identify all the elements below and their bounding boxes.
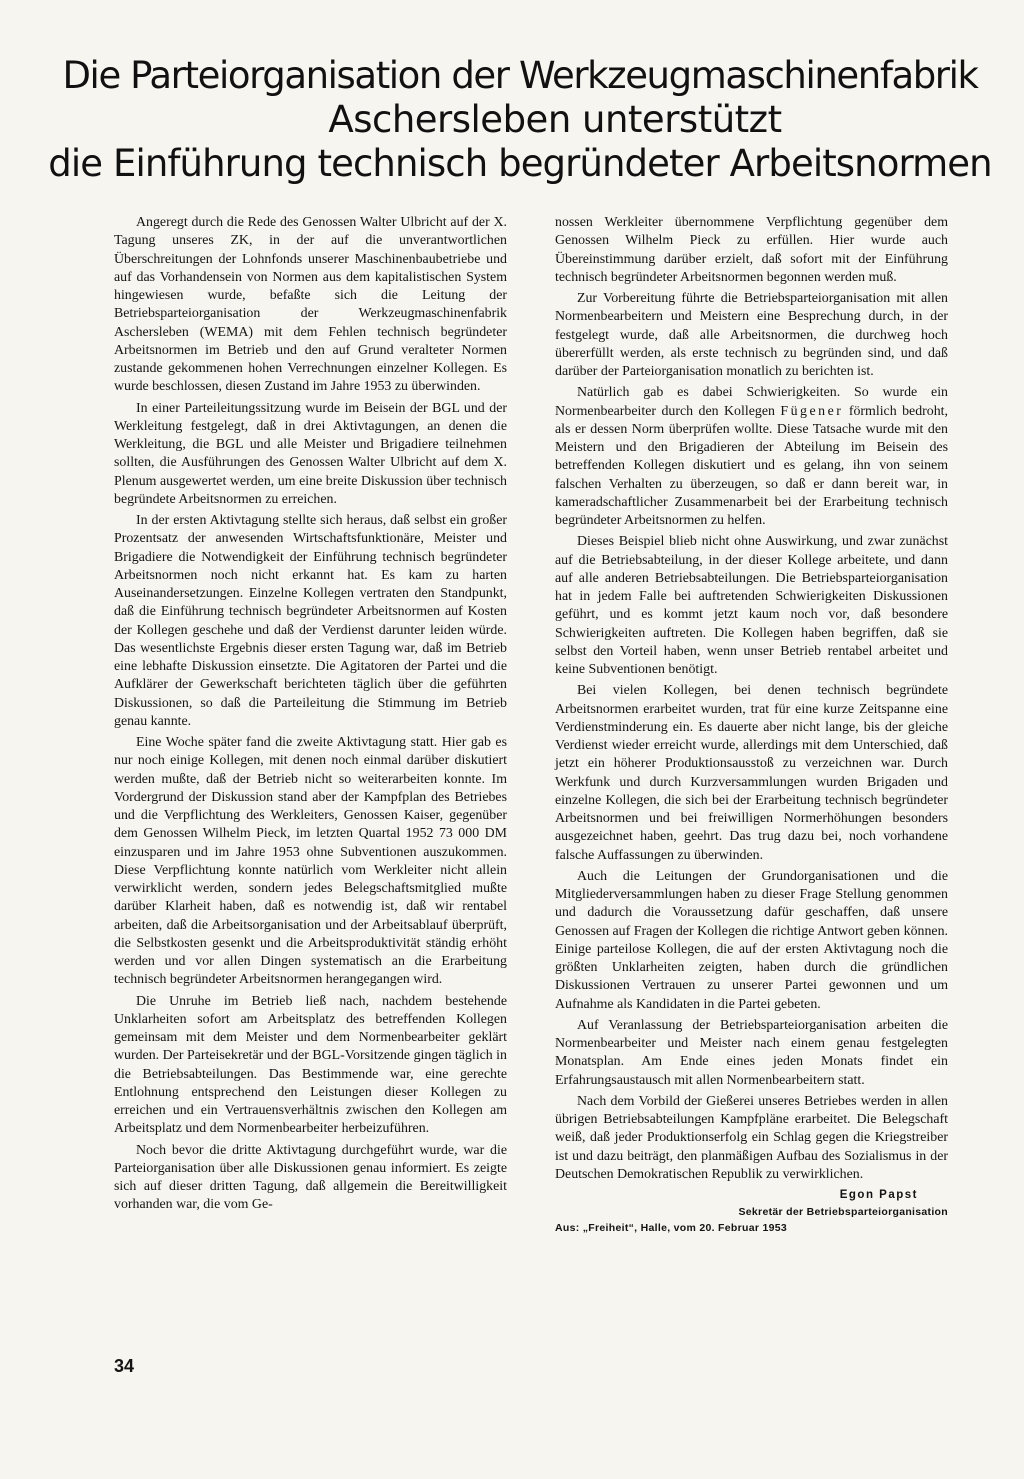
paragraph: Eine Woche später fand die zweite Aktivtagung statt. Hier gab es nur noch einige Kollegen, mit denen noch einmal darüber diskutiert werden mußte, daß der Betrieb nicht so weiterarbeiten konnte. Im Vordergrund der Diskussion stand aber der Kampfplan des Betriebes und die Verpflichtung des Werkleiters, Genossen Kaiser, gegenüber dem Genossen Wilhelm Pieck, im letzten Quartal 1952 73 000 DM einzusparen und im Jahre 1953 ohne Subventionen auszukommen. Diese Verpflichtung konnte natürlich vom Werkleiter nicht allein verwirklicht werden, sondern jedes Belegschaftsmitglied mußte darüber Klarheit haben, daß es notwendig ist, daß wir rentabel arbeiten, daß die Arbeitsorganisation und der Arbeitsablauf überprüft, die Selbstkosten gesenkt und die Arbeitsproduktivität ständig erhöht werden und vor allen Dingen systematisch an die Erarbeitung technisch begründeter Arbeitsnormen herangegangen wird.	[114, 735, 507, 988]
paragraph: Auf Veranlassung der Betriebsparteiorganisation arbeiten die Normenbearbeiter und Meister nach einem genau festgelegten Monatsplan. Am Ende eines jeden Monats findet ein Erfahrungsaustausch mit allen Normenbearbeitern statt.	[555, 1017, 948, 1088]
paragraph: Bei vielen Kollegen, bei denen technisch begründete Arbeitsnormen erarbeitet wurden, trat für eine kurze Zeitspanne eine Verdienstminderung ein. Es dauerte aber nicht lange, bis der gleiche Verdienst wieder erreicht wurde, allerdings mit dem Unterschied, daß jetzt ein höherer Produktionsausstoß zu verzeichnen war. Durch Werkfunk und durch Kurzversammlungen wurden Brigaden und einzelne Kollegen, die sich bei der Erarbeitung technisch begründeter Arbeitsnormen und bei freiwilligen Normerhöhungen besonders ausgezeichnet haben, geehrt. Das trug dazu bei, noch vorhandene falsche Auffassungen zu überwinden.	[555, 683, 948, 863]
headline-line-1: Die Parteiorganisation der Werkzeugmaschinenfabrik	[62, 54, 978, 97]
article-headline	[40, 54, 1000, 186]
headline-line-2: Aschersleben unterstützt	[328, 98, 782, 141]
paragraph: Dieses Beispiel blieb nicht ohne Auswirkung, und zwar zunächst auf die Betriebsabteilung, in der dieser Kollege arbeitete, und dann auf alle anderen Betriebsabteilungen. Die Betriebsparteiorganisation hat in jedem Falle bei auftretenden Schwierigkeiten Diskussionen geführt, und es kommt jetzt kaum noch vor, daß besondere Schwierigkeiten auftreten. Die Kollegen haben begriffen, daß sie selbst den Vorteil haben, wenn unser Betrieb rentabel arbeitet und keine Subventionen benötigt.	[555, 534, 948, 677]
paragraph: Auch die Leitungen der Grundorganisationen und die Mitgliederversammlungen haben zu dieser Frage Stellung genommen und dadurch die Voraussetzung dafür geschaffen, daß unsere Genossen auf Fragen der Kollegen die richtige Antwort geben können. Einige parteilose Kollegen, die auf der ersten Aktivtagung noch die größten Unklarheiten zeigten, haben durch die gründlichen Diskussionen Vertrauen zu unserer Partei gewonnen und um Aufnahme als Kandidaten in die Partei gebeten.	[555, 868, 948, 1012]
right-column	[555, 214, 948, 1236]
paragraph: In einer Parteileitungssitzung wurde im Beisein der BGL und der Werkleitung festgelegt, daß in drei Aktivtagungen, an denen die Werkleitung, die BGL und alle Meister und Brigadiere teilnehmen sollten, die Ausführungen des Genossen Walter Ulbricht auf dem X. Plenum ausgewertet werden, um eine breite Diskussion über technisch begründete Arbeitsnormen zu erreichen.	[114, 400, 507, 507]
paragraph: Angeregt durch die Rede des Genossen Walter Ulbricht auf der X. Tagung unseres ZK, in der auf die unverantwortlichen Überschreitungen der Lohnfonds unserer Maschinenbaubetriebe und auf das Vorhandensein von Normen aus dem kapitalistischen System hingewiesen wurde, befaßte sich die Leitung der Betriebsparteiorganisation der Werkzeugmaschinenfabrik Aschersleben (WEMA) mit dem Fehlen technisch begründeter Arbeitsnormen im Betrieb und den auf Grund veralteter Normen zustande gekommenen hohen Verrechnungen einzelner Kollegen. Es wurde beschlossen, diesen Zustand im Jahre 1953 zu überwinden.	[114, 215, 507, 395]
page-number: 34	[114, 1356, 135, 1376]
paragraph-text: Natürlich gab es dabei Schwierigkeiten. So wurde ein Normenbearbeiter durch den Kollegen	[555, 385, 948, 419]
paragraph: Die Unruhe im Betrieb ließ nach, nachdem bestehende Unklarheiten sofort am Arbeitsplatz des betreffenden Kollegen gemeinsam mit dem Meister und dem Normenbearbeiter geklärt wurden. Der Parteisekretär und der BGL-Vorsitzende gingen täglich in die Betriebsabteilungen. Das Bestimmende war, eine gerechte Entlohnung entsprechend den Leistungen dieser Kollegen zu erreichen und ein Vertrauensverhältnis zwischen den Kollegen am Arbeitsplatz und dem Normenbearbeiter herbeizuführen.	[114, 993, 507, 1137]
author-role: Sekretär der Betriebsparteiorganisation	[738, 1206, 948, 1218]
paragraph	[555, 384, 948, 530]
paragraph: Noch bevor die dritte Aktivtagung durchgeführt wurde, war die Parteiorganisation über alle Diskussionen genau informiert. Es zeigte sich auf dieser dritten Tagung, daß allgemein die Bereitwilligkeit vorhanden war, die vom Ge-	[114, 1142, 507, 1213]
headline-line-3: die Einführung technisch begründeter Arbeitsnormen	[48, 142, 992, 185]
paragraph-continuation: nossen Werkleiter übernommene Verpflichtung gegenüber dem Genossen Wilhelm Pieck zu erfüllen. Hier wurde auch Übereinstimmung darüber erzielt, daß sofort mit der Einführung technisch begründeter Arbeitsnormen begonnen werden muß.	[555, 215, 948, 285]
author-signature: Egon Papst	[839, 1189, 918, 1201]
person-name: Fügener	[780, 403, 844, 419]
paragraph: Nach dem Vorbild der Gießerei unseres Betriebes werden in allen übrigen Betriebsabteilungen Kampfpläne erarbeitet. Die Belegschaft weiß, daß jeder Produktionserfolg ein Schlag gegen die Kriegstreiber ist und dazu beiträgt, den planmäßigen Aufbau des Sozialismus in der Deutschen Demokratischen Republik zu verwirklichen.	[555, 1093, 948, 1182]
paragraph: In der ersten Aktivtagung stellte sich heraus, daß selbst ein großer Prozentsatz der anwesenden Wirtschaftsfunktionäre, Meister und Brigadiere die Notwendigkeit der Einführung technisch begründeter Arbeitsnormen noch nicht erkannt hat. Es kam zu harten Auseinandersetzungen. Einzelne Kollegen vertraten den Standpunkt, daß die Einführung technisch begründeter Arbeitsnormen auf Kosten der Kollegen geschehe und daß der Verdienst darunter leiden würde. Das wesentlichste Ergebnis dieser ersten Tagung war, daß im Betrieb eine lebhafte Diskussion einsetzte. Die Agitatoren der Partei und die Aufklärer der Gewerkschaft berichteten täglich über die geführten Diskussionen, so daß die Parteileitung die Stimmung im Betrieb genau kannte.	[114, 513, 507, 729]
left-column	[114, 214, 507, 1218]
source-note: Aus: „Freiheit“, Halle, vom 20. Februar 1953	[555, 1222, 788, 1234]
paragraph-text: förmlich bedroht, als er dessen Norm überprüfen wollte. Diese Tatsache wurde mit den Meistern und den Brigadieren der Abteilung im Beisein des betreffenden Kollegen diskutiert und es gelang, ihn von seinem falschen Verhalten zu überzeugen, so daß er dann bereit war, in kameradschaftlicher Zusammenarbeit bei der Erarbeitung technisch begründeter Arbeitsnormen zu helfen.	[555, 403, 949, 528]
paragraph: Zur Vorbereitung führte die Betriebsparteiorganisation mit allen Normenbearbeitern und Meistern eine Besprechung durch, in der festgelegt wurde, daß alle Arbeitsnormen, die durchweg hoch übererfüllt werden, als erste technisch zu begründen sind, und daß darüber der Parteiorganisation monatlich zu berichten ist.	[555, 291, 948, 379]
